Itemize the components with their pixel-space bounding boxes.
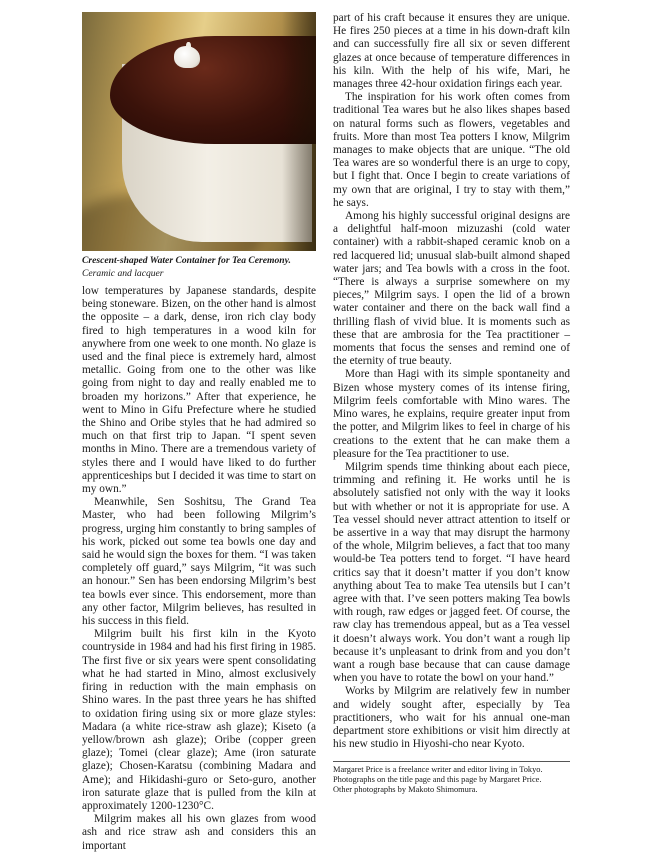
photo-caption <box>82 255 316 280</box>
paragraph: part of his craft because it ensures they are unique. He fires 250 pieces at a time in his down-draft kiln and can successfully fire all six or seven different glazes at once because of temperature differences in his kiln. With the help of his wife, Mari, he manages three 42-hour oxidation firings each year. <box>333 12 570 91</box>
tea-container-photo <box>82 12 316 251</box>
paragraph: Milgrim spends time thinking about each piece, trimming and refining it. He works until he is absolutely satisfied not only with the way it looks but with whether or not it is appropriate for use. A Tea vessel should never attract attention to itself or be assertive in a way that may disrupt the harmony of the whole, Milgrim believes, a fact that too many would-be Tea potters tend to forget. “I have heard critics say that it doesn’t matter if you don’t know anything about Tea to make Tea utensils but I can’t agree with that. I’ve seen potters making Tea bowls with rough, raw edges or jagged feet. Of course, the raw clay has tremendous appeal, but as a Tea vessel it doesn’t always work. You don’t want a rough lip because it’s unpleasant to drink from and you don’t want a rough base because that can cause damage when you have to rotate the bowl on your hand.” <box>333 460 570 685</box>
photo-credits <box>333 765 570 796</box>
paragraph: Among his highly successful original designs are a delightful half-moon mizuzashi (cold water container) with a rabbit-shaped ceramic knob on a red lacquered lid; unusual slab-built almond shaped water jars; and Tea bowls with a cross in the foot. “There is always a surprise somewhere on my pieces,” Milgrim says. I open the lid of a brown water container and there on the back wall find a thrilling flash of vivid blue. It is moments such as these that are ambrosia for the Tea practitioner – moments that focus the senses and remind one of the eternity of true beauty. <box>333 210 570 368</box>
credit-line: Margaret Price is a freelance writer and editor living in Tokyo. <box>333 765 543 774</box>
paragraph: Milgrim built his first kiln in the Kyoto countryside in 1984 and had his first firing in 1985. The first five or six years were spent consolidating what he had started in Mino, almost exclusively firing in reduction with the main emphasis on Shino wares. In the past three years he has shifted to oxidation firing using six or more glaze styles: Madara (a white rice-straw ash glaze); Kiseto (a yellow/brown ash glaze); Oribe (copper green glaze); Tomei (clear glaze); Ame (iron saturate glaze); Chosen-Karatsu (combining Madara and Ame); and Hikidashi-guro or Seto-guro, another iron saturate glaze that is pulled from the kiln at approximately 1200-1230°C. <box>82 628 316 812</box>
credit-line: Photographs on the title page and this page by Margaret Price. <box>333 775 542 785</box>
right-column <box>333 12 570 751</box>
left-column <box>82 285 316 853</box>
credit-line: Other photographs by Makoto Shimomura. <box>333 785 478 795</box>
paragraph: low temperatures by Japanese standards, despite being stoneware. Bizen, on the other hand is almost the opposite – a dark, dense, iron rich clay body fired to high temperatures in a wood kiln for anywhere from one week to one month. No glaze is used and the final piece is extremely hard, almost metallic. Going from one to the other was like going from night to day and really enabled me to broaden my horizons.” After that experience, he went to Mino in Gifu Prefecture where he studied the Shino and Oribe styles that he had admired so much on that first trip to Japan. “I spent seven months in Mino. There are a tremendous variety of styles there and I would have liked to do further apprenticeships but I decided it was time to start on my own.” <box>82 285 316 496</box>
paragraph: Meanwhile, Sen Soshitsu, The Grand Tea Master, who had been following Milgrim’s progress, urging him constantly to bring samples of his work, picked out some tea bowls one day and said he would sign the boxes for them. “I was taken completely off guard,” says Milgrim, “it was such an honour.” Sen has been endorsing Milgrim’s best tea bowls ever since. This endorsement, more than any other factor, Milgrim believes, has resulted in his success in this field. <box>82 496 316 628</box>
paragraph: The inspiration for his work often comes from traditional Tea wares but he also likes shapes based on natural forms such as flowers, vegetables and fruits. More than most Tea potters I know, Milgrim manages to make objects that are unique. “The old Tea wares are so wonderful there is an urge to copy, but I fight that. Once I begin to create variations of my own that are original, I try to stay with them,” he says. <box>333 91 570 209</box>
caption-title: Crescent-shaped Water Container for Tea Ceremony. <box>82 255 291 266</box>
rabbit-knob <box>174 46 200 68</box>
caption-subtitle: Ceramic and lacquer <box>82 267 164 279</box>
credits-divider <box>333 761 570 762</box>
photo-edge-shadow <box>282 12 316 251</box>
paragraph: More than Hagi with its simple spontaneity and Bizen whose mystery comes of its intense firing, Milgrim feels comfortable with Mino wares. The Mino wares, he explains, require greater input from the potter, and Milgrim likes to feel in charge of his creations to the extent that he can make them a pleasure for the Tea practitioner to use. <box>333 368 570 460</box>
paragraph: Milgrim makes all his own glazes from wood ash and rice straw ash and considers this an important <box>82 813 316 852</box>
paragraph: Works by Milgrim are relatively few in number and widely sought after, especially by Tea practitioners, who wait for his annual one-man department store exhibitions or visit him directly at his new studio in Hiyoshi-cho near Kyoto. <box>333 685 570 751</box>
